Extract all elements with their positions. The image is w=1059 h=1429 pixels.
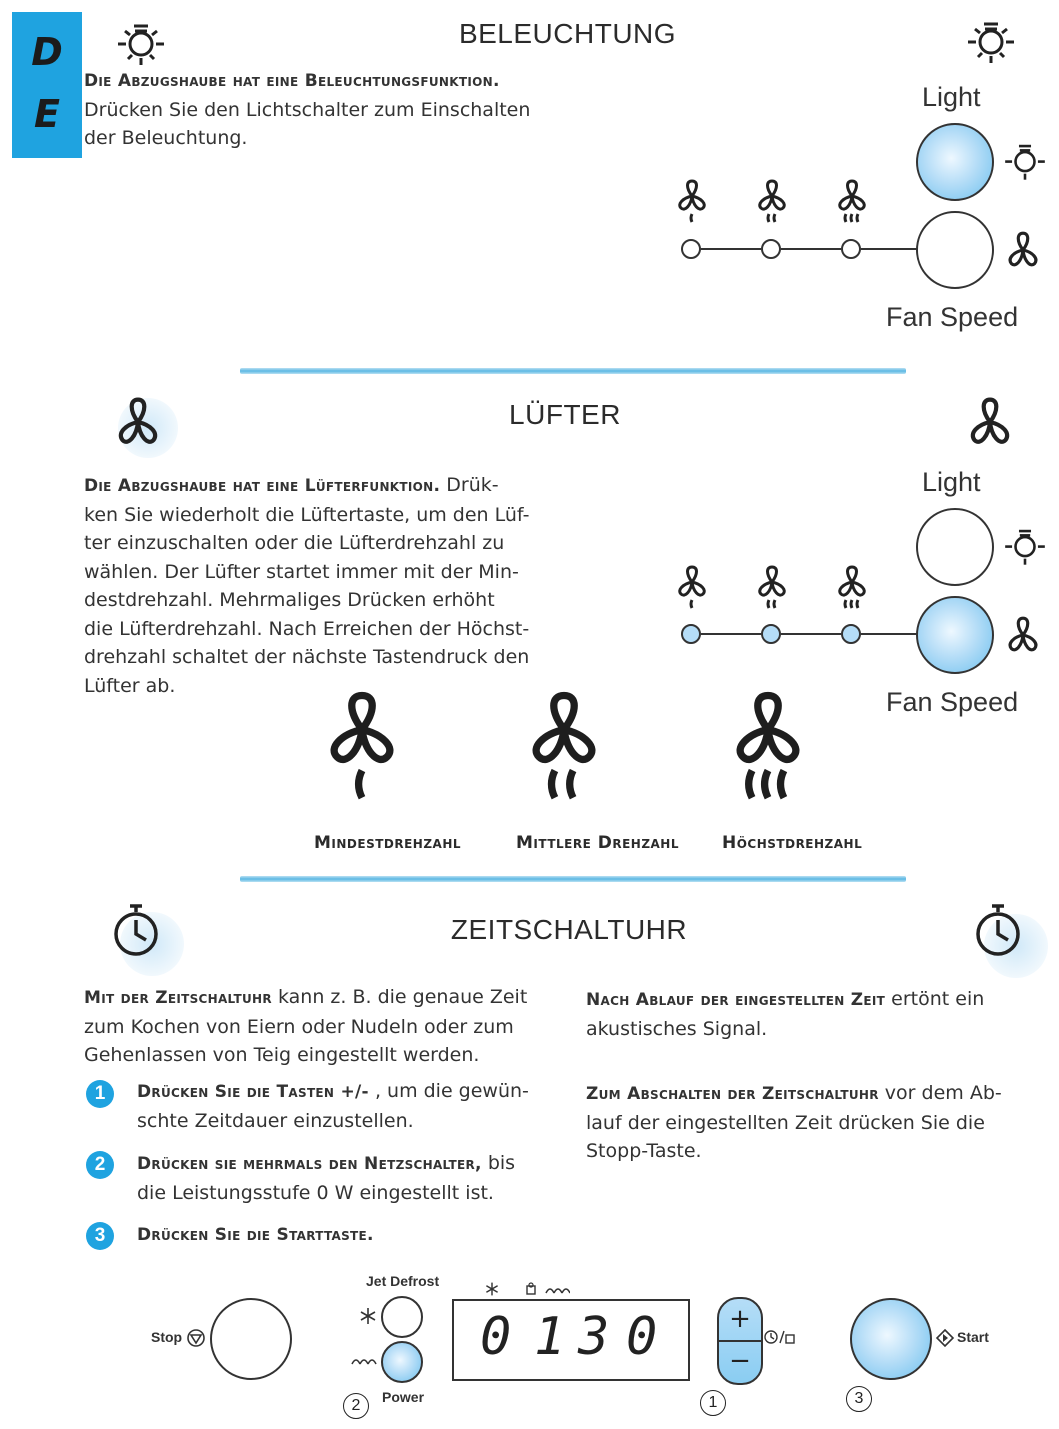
power-wave-icon bbox=[350, 1352, 378, 1368]
section-divider bbox=[240, 368, 906, 374]
fan-speed-3-icon bbox=[718, 688, 818, 812]
jet-defrost-button[interactable] bbox=[381, 1296, 423, 1338]
power-label: Power bbox=[382, 1389, 425, 1405]
minus-button[interactable]: − bbox=[729, 1346, 751, 1376]
stop-icon bbox=[186, 1328, 206, 1348]
fan-level-indicator-3 bbox=[841, 239, 861, 259]
weight-indicator-icon bbox=[524, 1282, 538, 1296]
timer-intro-body: kann z. B. die genaue Zeit zum Kochen von Eiern oder Nudeln oder zum Gehenlassen von Teig eingestellt werden. bbox=[84, 986, 528, 1066]
fan-speed-1-icon bbox=[312, 688, 412, 812]
start-label: Start bbox=[957, 1329, 989, 1345]
fan-speed-button[interactable] bbox=[916, 596, 994, 674]
fan-speed-label: Fan Speed bbox=[886, 302, 1019, 332]
light-bulb-icon bbox=[1000, 519, 1050, 569]
fan-speed-1-icon bbox=[670, 564, 714, 618]
fan-speed-2-icon bbox=[514, 688, 614, 812]
timer-intro-lead: Mit der Zeitschaltuhr bbox=[84, 988, 272, 1008]
fan-body: Drük- ken Sie wiederholt die Lüftertaste, um den Lüf- ter einzuschalten oder die Lüfterdrehzahl zu wählen. Der Lüfter startet immer mit der Min- destdrehzahl. Mehrmaliges Drücken erhöht die Lüfterdrehzahl. Nach Erreichen der Höchst- drehzahl schaltet der nächste Tastendruck den Lüfter ab. bbox=[84, 474, 530, 697]
language-tab bbox=[12, 12, 82, 158]
section-title-fan: LÜFTER bbox=[509, 399, 621, 430]
step-1 bbox=[137, 1077, 557, 1135]
indicator-connector bbox=[861, 633, 917, 635]
section-title-light: BELEUCHTUNG bbox=[458, 18, 677, 49]
display-digit-3: 3 bbox=[578, 1307, 610, 1367]
timer-icon bbox=[972, 902, 1024, 958]
fan-icon bbox=[1002, 229, 1044, 271]
section-divider bbox=[240, 876, 906, 882]
timer-intro bbox=[84, 983, 564, 1070]
indicator-connector bbox=[701, 248, 761, 250]
indicator-connector bbox=[861, 248, 917, 250]
defrost-icon bbox=[358, 1306, 378, 1326]
fan-lead: Die Abzugshaube hat eine Lüfterfunktion. bbox=[84, 476, 441, 496]
fan-speed-2-icon bbox=[750, 564, 794, 618]
light-description bbox=[84, 66, 564, 153]
step-1-body: , um die gewün- schte Zeitdauer einzustellen. bbox=[137, 1080, 529, 1132]
stop-label: Stop bbox=[151, 1329, 183, 1345]
indicator-connector bbox=[701, 633, 761, 635]
start-button[interactable] bbox=[850, 1298, 932, 1380]
fan-icon bbox=[1002, 614, 1044, 656]
speed-label-max: Höchstdrehzahl bbox=[722, 833, 863, 853]
fan-speed-2-icon bbox=[750, 178, 794, 232]
step-number-3: 3 bbox=[86, 1222, 114, 1250]
light-button[interactable] bbox=[916, 508, 994, 586]
display-digit-4: 0 bbox=[626, 1307, 658, 1367]
callout-start: 3 bbox=[846, 1386, 872, 1412]
signal-lead: Nach Ablauf der eingestellten Zeit bbox=[586, 990, 886, 1010]
step-3 bbox=[137, 1220, 557, 1250]
step-number-1: 1 bbox=[86, 1080, 114, 1108]
timer-icon bbox=[110, 902, 162, 958]
power-indicator-icon bbox=[544, 1283, 570, 1295]
indicator-connector bbox=[781, 633, 841, 635]
plus-button[interactable]: + bbox=[719, 1299, 761, 1342]
light-lead: Die Abzugshaube hat eine Beleuchtungsfunktion. bbox=[84, 71, 500, 91]
timer-signal-note bbox=[586, 985, 1026, 1043]
light-bulb-icon bbox=[112, 12, 170, 70]
light-bulb-icon bbox=[962, 10, 1020, 68]
start-icon bbox=[935, 1328, 955, 1348]
display-digit-2: 1 bbox=[534, 1307, 566, 1367]
step-2-body: bis die Leistungsstufe 0 W eingestellt ist. bbox=[137, 1152, 516, 1204]
step-number-2: 2 bbox=[86, 1151, 114, 1179]
light-bulb-icon bbox=[1000, 134, 1050, 184]
fan-speed-button[interactable] bbox=[916, 211, 994, 289]
fan-speed-3-icon bbox=[830, 564, 874, 618]
cancel-body: vor dem Ab- lauf der eingestellten Zeit drücken Sie die Stopp-Taste. bbox=[586, 1082, 1002, 1162]
speed-label-min: Mindestdrehzahl bbox=[314, 833, 462, 853]
speed-label-mid: Mittlere Drehzahl bbox=[516, 833, 679, 853]
lang-letter-e: E bbox=[34, 92, 60, 136]
signal-body: ertönt ein akustisches Signal. bbox=[586, 988, 985, 1040]
power-button[interactable] bbox=[381, 1341, 423, 1383]
fan-speed-1-icon bbox=[670, 178, 714, 232]
fan-icon bbox=[110, 394, 166, 450]
light-button[interactable] bbox=[916, 123, 994, 201]
light-label: Light bbox=[922, 82, 981, 112]
light-label: Light bbox=[922, 467, 981, 497]
light-body: Drücken Sie den Lichtschalter zum Einschalten der Beleuchtung. bbox=[84, 98, 531, 149]
fan-description bbox=[84, 471, 564, 700]
timer-cancel-note bbox=[586, 1079, 1046, 1166]
stop-button[interactable] bbox=[210, 1298, 292, 1380]
step-1-lead: Drücken Sie die Tasten +/- bbox=[137, 1082, 369, 1102]
jet-defrost-label: Jet Defrost bbox=[366, 1273, 440, 1289]
defrost-indicator-icon bbox=[484, 1281, 500, 1297]
section-title-timer: ZEITSCHALTUHR bbox=[450, 914, 688, 945]
callout-plus-minus: 1 bbox=[700, 1390, 726, 1416]
step-2 bbox=[137, 1149, 557, 1207]
fan-icon bbox=[962, 394, 1018, 450]
step-2-lead: Drücken sie mehrmals den Netzschalter, bbox=[137, 1154, 482, 1174]
fan-level-indicator-3 bbox=[841, 624, 861, 644]
display-digit-1: 0 bbox=[480, 1307, 512, 1367]
fan-level-indicator-2 bbox=[761, 624, 781, 644]
indicator-connector bbox=[781, 248, 841, 250]
plus-minus-control bbox=[717, 1297, 763, 1385]
fan-speed-3-icon bbox=[830, 178, 874, 232]
fan-level-indicator-1 bbox=[681, 239, 701, 259]
fan-level-indicator-1 bbox=[681, 624, 701, 644]
fan-level-indicator-2 bbox=[761, 239, 781, 259]
lang-letter-d: D bbox=[31, 30, 63, 74]
time-weight-icon bbox=[763, 1329, 797, 1345]
fan-speed-label: Fan Speed bbox=[886, 687, 1019, 717]
timer-display bbox=[452, 1299, 690, 1381]
cancel-lead: Zum Abschalten der Zeitschaltuhr bbox=[586, 1084, 879, 1104]
callout-power: 2 bbox=[343, 1393, 369, 1419]
step-3-lead: Drücken Sie die Starttaste. bbox=[137, 1225, 374, 1245]
